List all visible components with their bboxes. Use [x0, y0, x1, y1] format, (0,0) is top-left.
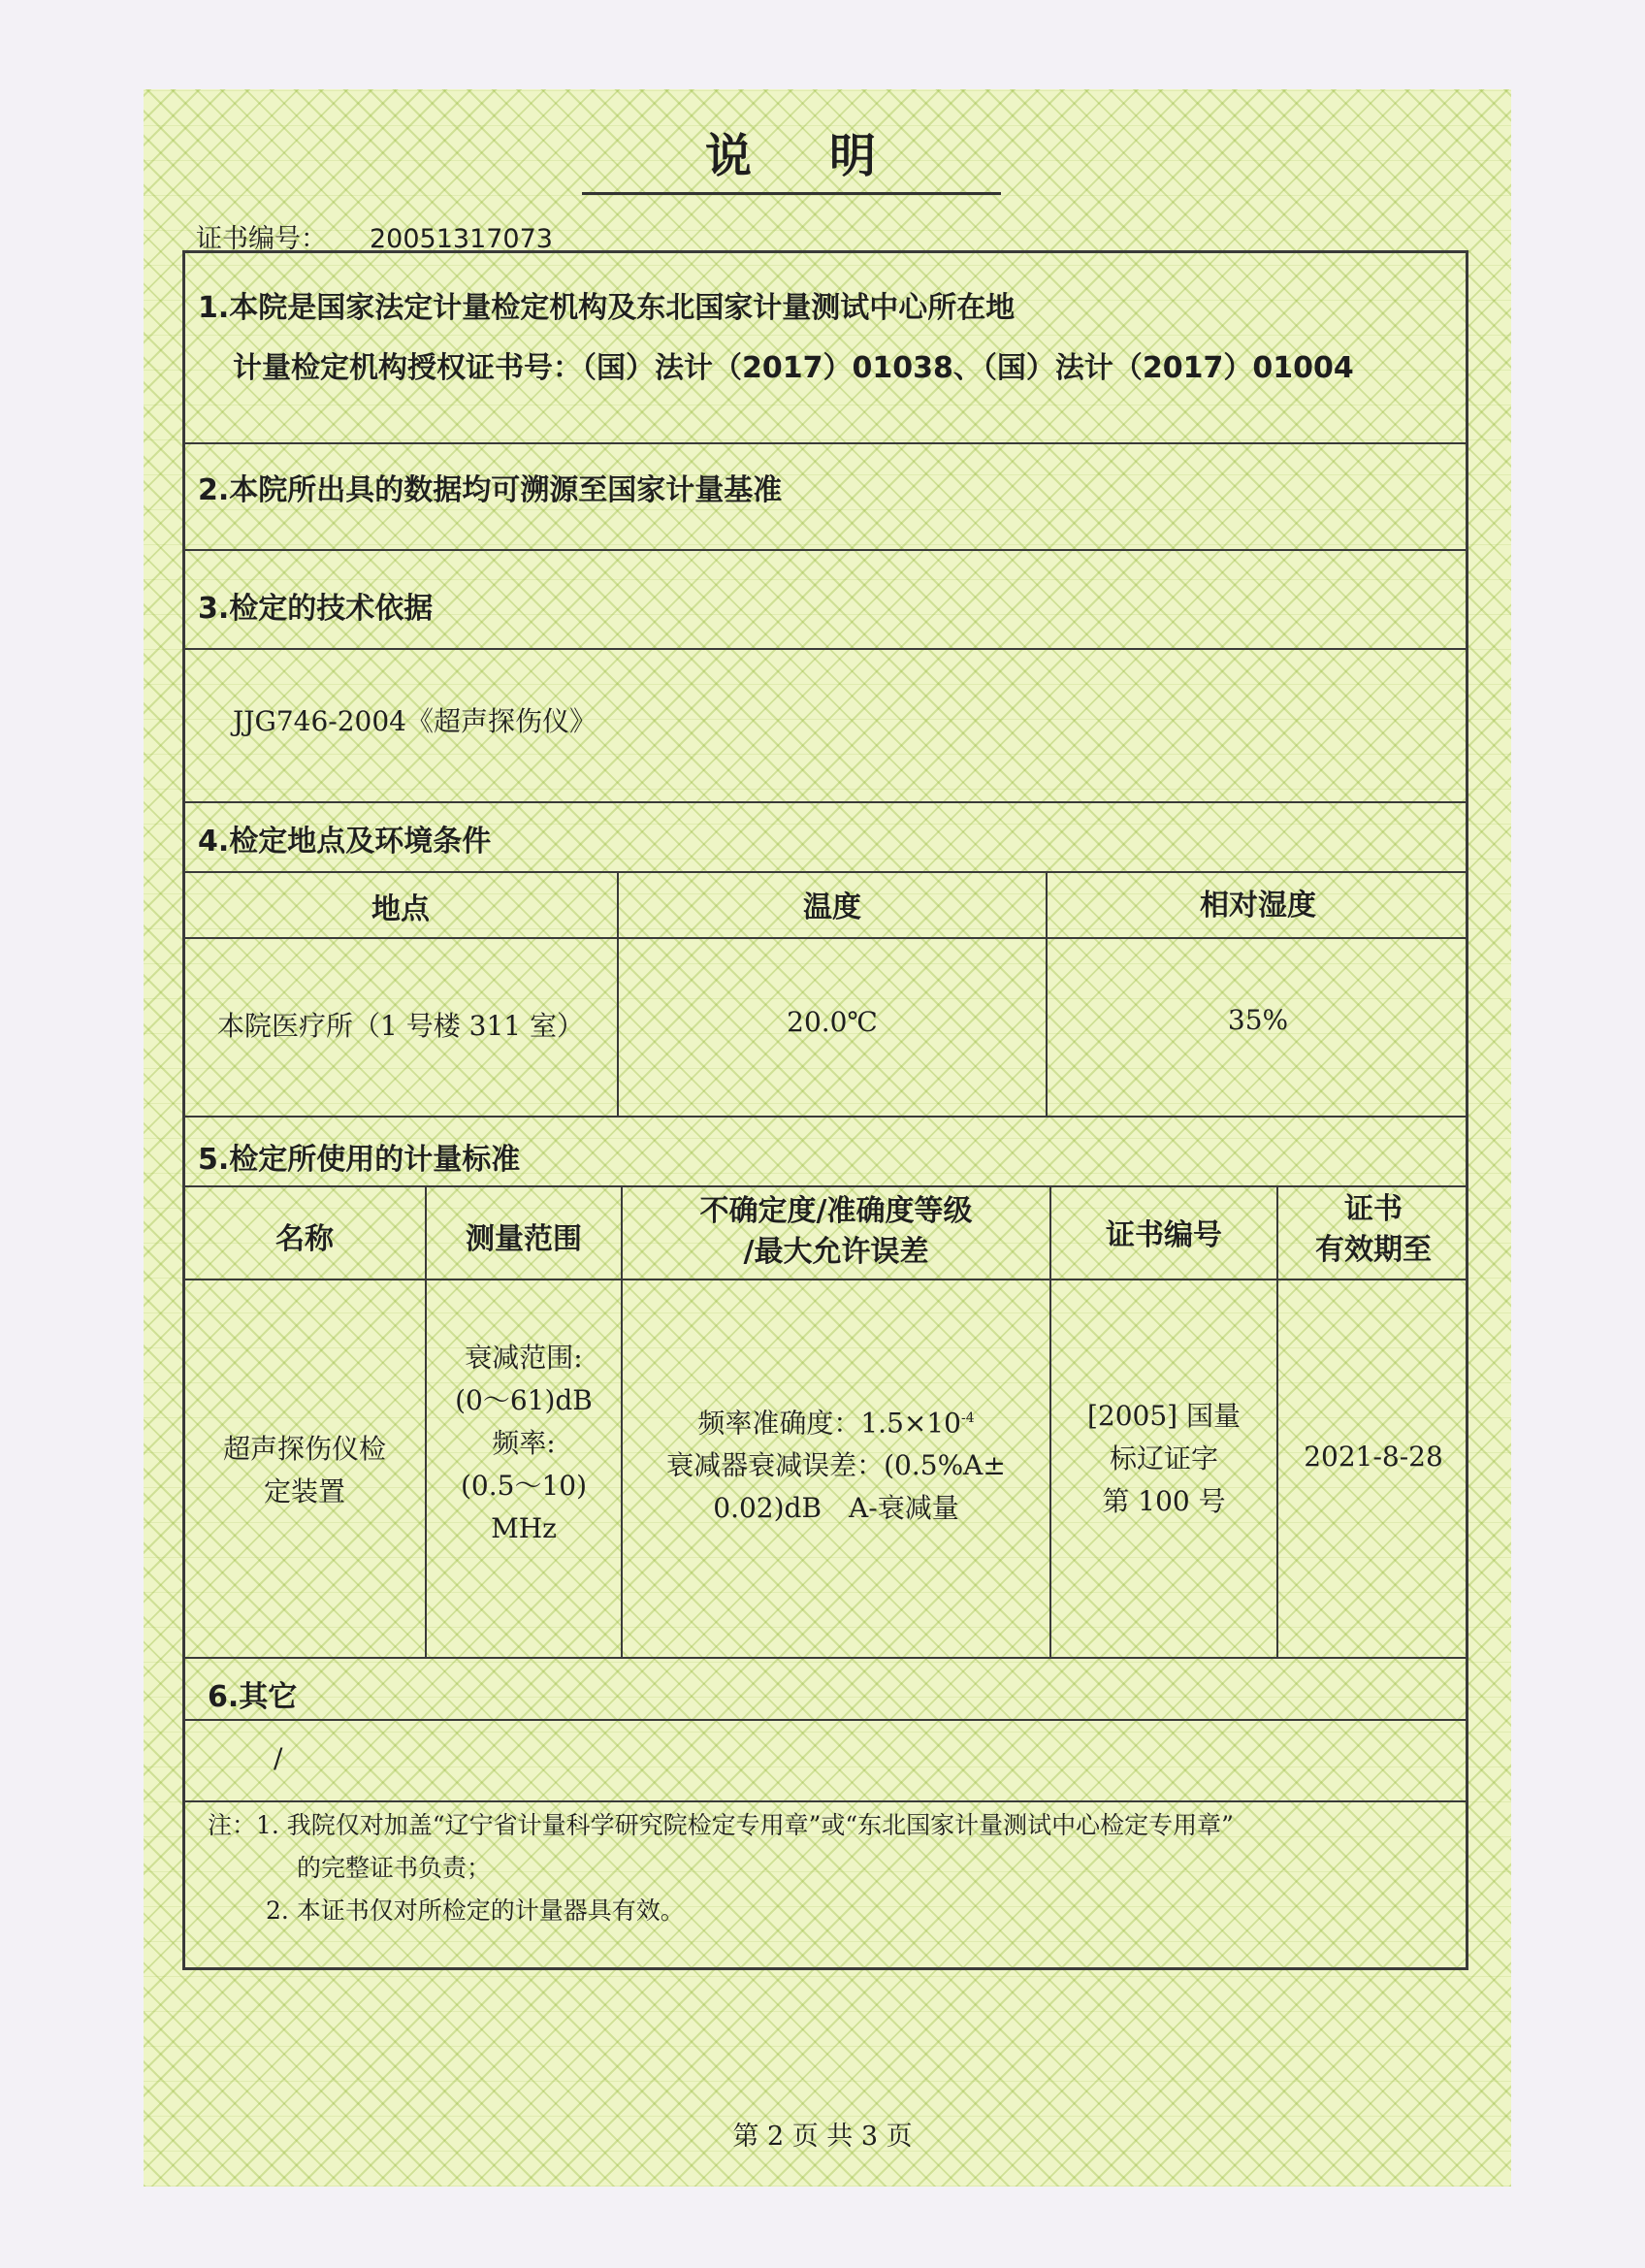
standard-name-line1: 超声探伤仪检 [222, 1433, 386, 1465]
humidity-header: 相对湿度 [1200, 889, 1316, 923]
validity-header-line1: 证书 [1344, 1192, 1403, 1226]
divider [182, 442, 1468, 444]
frequency-accuracy-exponent: -4 [960, 1410, 975, 1426]
section-2-heading: 2.本院所出具的数据均可溯源至国家计量基准 [198, 473, 783, 507]
divider [182, 1657, 1468, 1659]
page-number: 第 2 页 共 3 页 [732, 2122, 913, 2152]
range-line: 衰减范围: [465, 1342, 583, 1374]
technical-basis: JJG746-2004《超声探伤仪》 [233, 705, 597, 737]
divider [182, 648, 1468, 650]
uncertainty-header-line1: 不确定度/准确度等级 [699, 1194, 973, 1228]
uncertainty-line1 [623, 1397, 1049, 1444]
section-1-heading: 1.本院是国家法定计量检定机构及东北国家计量测试中心所在地 [198, 291, 1016, 325]
divider [182, 1800, 1468, 1802]
cert-line: 第 100 号 [1102, 1485, 1226, 1517]
range-line: (0.5～10) [460, 1470, 587, 1502]
certificate-number-header: 证书编号 [1106, 1218, 1222, 1252]
range-line: MHz [491, 1512, 557, 1544]
section-3-heading: 3.检定的技术依据 [198, 592, 434, 626]
range-line: 频率: [492, 1427, 556, 1459]
location-value: 本院医疗所（1 号楼 311 室） [217, 1010, 584, 1042]
divider [182, 871, 1468, 873]
standard-certificate-number [1051, 1395, 1276, 1523]
validity-header-line2: 有效期至 [1315, 1233, 1432, 1267]
section-5-heading: 5.检定所使用的计量标准 [198, 1143, 521, 1177]
divider [182, 549, 1468, 551]
validity-value: 2021-8-28 [1304, 1441, 1443, 1473]
section-4-heading: 4.检定地点及环境条件 [198, 825, 492, 859]
standard-name-value [184, 1428, 425, 1513]
cert-line: 标辽证字 [1109, 1442, 1218, 1474]
uncertainty-line3: 0.02)dB A-衰减量 [713, 1492, 959, 1525]
other-content: / [274, 1742, 283, 1774]
range-line: (0～61)dB [455, 1384, 593, 1416]
humidity-value: 35% [1227, 1004, 1289, 1036]
note-line-3: 2. 本证书仅对所检定的计量器具有效。 [266, 1896, 685, 1925]
authorization-certificate-line: 计量检定机构授权证书号：（国）法计（2017）01038、（国）法计（2017）01004 [233, 351, 1354, 385]
standard-name-header: 名称 [275, 1222, 334, 1256]
note-line-1: 注：1. 我院仅对加盖“辽宁省计量科学研究院检定专用章”或“东北国家计量测试中心检定专用章” [208, 1811, 1234, 1839]
certificate-number-label: 证书编号： [196, 224, 327, 254]
certificate-number-value: 20051317073 [370, 224, 553, 254]
location-header: 地点 [371, 892, 430, 926]
uncertainty-header [623, 1191, 1049, 1273]
measuring-range-value [427, 1337, 621, 1550]
standard-name-line2: 定装置 [263, 1475, 345, 1507]
temperature-value: 20.0℃ [787, 1006, 878, 1038]
title-underline [582, 192, 1001, 195]
divider [182, 801, 1468, 803]
temperature-header: 温度 [803, 891, 861, 924]
section-6-heading: 6.其它 [208, 1680, 298, 1714]
divider [182, 1719, 1468, 1721]
measuring-range-header: 测量范围 [466, 1222, 582, 1256]
uncertainty-header-line2: /最大允许误差 [743, 1235, 929, 1269]
validity-header [1278, 1189, 1468, 1271]
frequency-accuracy-text: 频率准确度：1.5×10 [697, 1407, 961, 1440]
uncertainty-value [623, 1397, 1049, 1530]
divider [182, 937, 1468, 939]
divider [182, 1116, 1468, 1118]
cert-line: [2005] 国量 [1086, 1400, 1241, 1432]
uncertainty-line2: 衰减器衰减误差：(0.5%A± [666, 1449, 1006, 1482]
page-title: 说明 [704, 129, 953, 183]
note-line-2: 的完整证书负责； [297, 1854, 492, 1882]
